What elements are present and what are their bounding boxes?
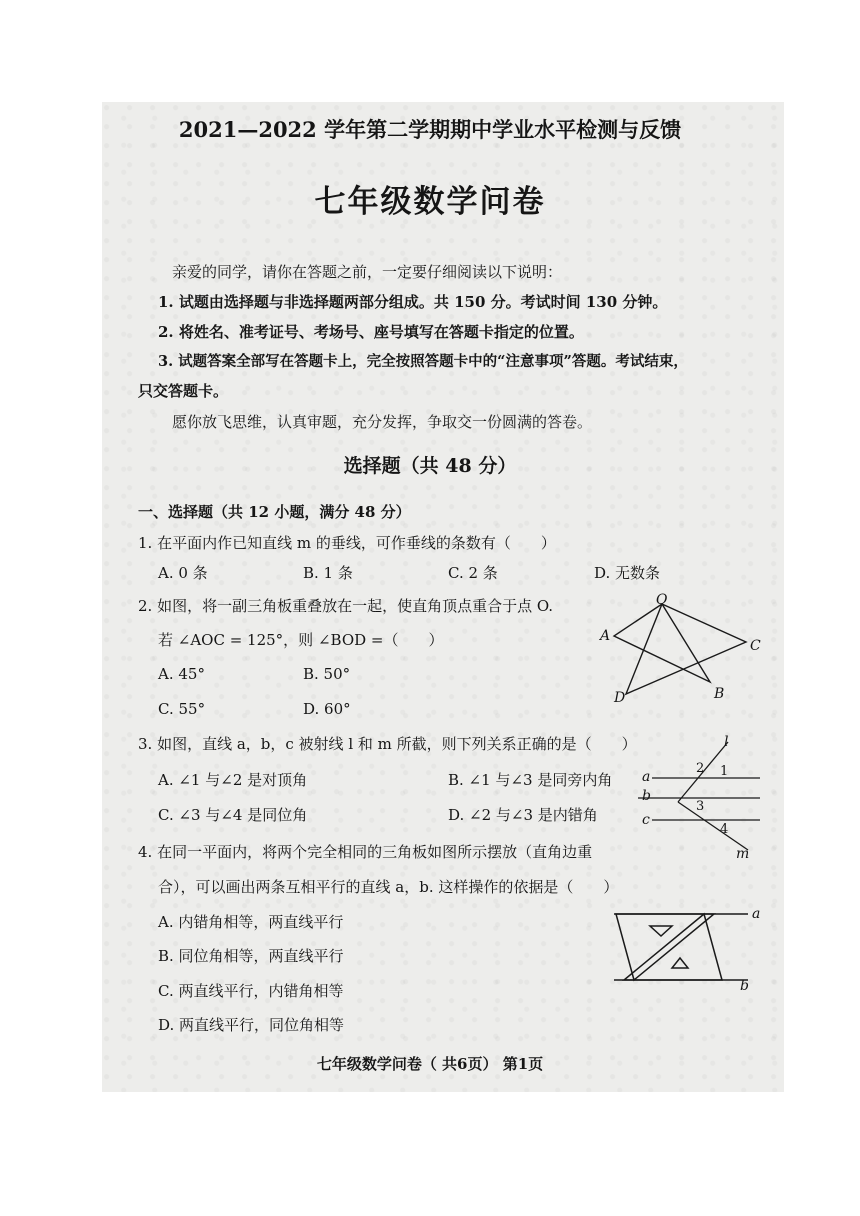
- exam-subtitle: 七年级数学问卷: [314, 184, 546, 220]
- question-2-option-a: A. 45°: [158, 665, 205, 683]
- page-footer: 七年级数学问卷（ 共6页） 第1页: [316, 1055, 544, 1073]
- question-2-stem: 2. 如图，将一副三角板重叠放在一起，使直角顶点重合于点 O.: [138, 597, 554, 615]
- question-4-stem-line2: 合），可以画出两条互相平行的直线 a，b. 这样操作的依据是（ ）: [158, 878, 619, 896]
- angle-1: 1: [720, 764, 729, 779]
- question-1-option-a: A. 0 条: [158, 564, 208, 582]
- question-1-option-b: B. 1 条: [303, 564, 353, 582]
- label-a: a: [642, 769, 651, 785]
- question-2-option-c: C. 55°: [158, 700, 206, 718]
- angle-3: 3: [696, 799, 705, 814]
- label-b: B: [714, 686, 725, 702]
- question-4-option-c: C. 两直线平行，内错角相等: [158, 982, 344, 1000]
- label-a: a: [752, 906, 761, 922]
- question-3-stem: 3. 如图，直线 a，b，c 被射线 l 和 m 所截，则下列关系正确的是（ ）: [138, 735, 637, 753]
- instruction-item: 3. 试题答案全部写在答题卡上，完全按照答题卡中的“注意事项”答题。考试结束，: [158, 353, 688, 370]
- question-3-option-b: B. ∠1 与∠3 是同旁内角: [448, 771, 613, 789]
- question-4-figure: [602, 900, 778, 996]
- question-3-option-a: A. ∠1 与∠2 是对顶角: [158, 771, 308, 789]
- question-1-stem: 1. 在平面内作已知直线 m 的垂线，可作垂线的条数有（ ）: [138, 534, 556, 552]
- label-m: m: [736, 846, 750, 862]
- label-a: A: [600, 628, 611, 644]
- instruction-item: 1. 试题由选择题与非选择题两部分组成。共 150 分。考试时间 130 分钟。: [158, 293, 668, 311]
- question-2-option-b: B. 50°: [303, 665, 351, 683]
- question-3-figure: [612, 730, 772, 866]
- question-3-option-d: D. ∠2 与∠3 是内错角: [448, 806, 598, 824]
- question-2-option-d: D. 60°: [303, 700, 351, 718]
- question-4-option-a: A. 内错角相等，两直线平行: [158, 913, 344, 931]
- question-4-option-d: D. 两直线平行，同位角相等: [158, 1016, 345, 1034]
- label-b: b: [642, 788, 651, 804]
- label-l: l: [724, 734, 729, 750]
- instructions-intro: 亲爱的同学，请你在答题之前，一定要仔细阅读以下说明：: [172, 263, 563, 281]
- exam-title: 2021—2022 学年第二学期期中学业水平检测与反馈: [178, 117, 682, 142]
- instruction-item: 只交答题卡。: [138, 382, 229, 400]
- label-b: b: [740, 978, 749, 994]
- angle-2: 2: [696, 761, 705, 776]
- question-3-option-c: C. ∠3 与∠4 是同位角: [158, 806, 308, 824]
- question-2-stem-line2: 若 ∠AOC = 125°，则 ∠BOD =（ ）: [158, 631, 444, 649]
- section-title: 选择题（共 48 分）: [343, 455, 517, 477]
- label-o: O: [656, 592, 668, 608]
- part-heading: 一、选择题（共 12 小题，满分 48 分）: [138, 503, 411, 521]
- instructions-wish: 愿你放飞思维，认真审题，充分发挥，争取交一份圆满的答卷。: [172, 413, 593, 431]
- question-1-option-c: C. 2 条: [448, 564, 498, 582]
- label-d: D: [614, 690, 626, 706]
- label-c: c: [642, 812, 650, 828]
- angle-4: 4: [720, 822, 729, 837]
- question-1-option-d: D. 无数条: [594, 564, 661, 582]
- label-c: C: [750, 638, 761, 654]
- question-4-stem: 4. 在同一平面内，将两个完全相同的三角板如图所示摆放（直角边重: [138, 843, 593, 861]
- instruction-item: 2. 将姓名、准考证号、考场号、座号填写在答题卡指定的位置。: [158, 323, 584, 341]
- question-2-figure: [596, 590, 776, 710]
- question-4-option-b: B. 同位角相等，两直线平行: [158, 947, 344, 965]
